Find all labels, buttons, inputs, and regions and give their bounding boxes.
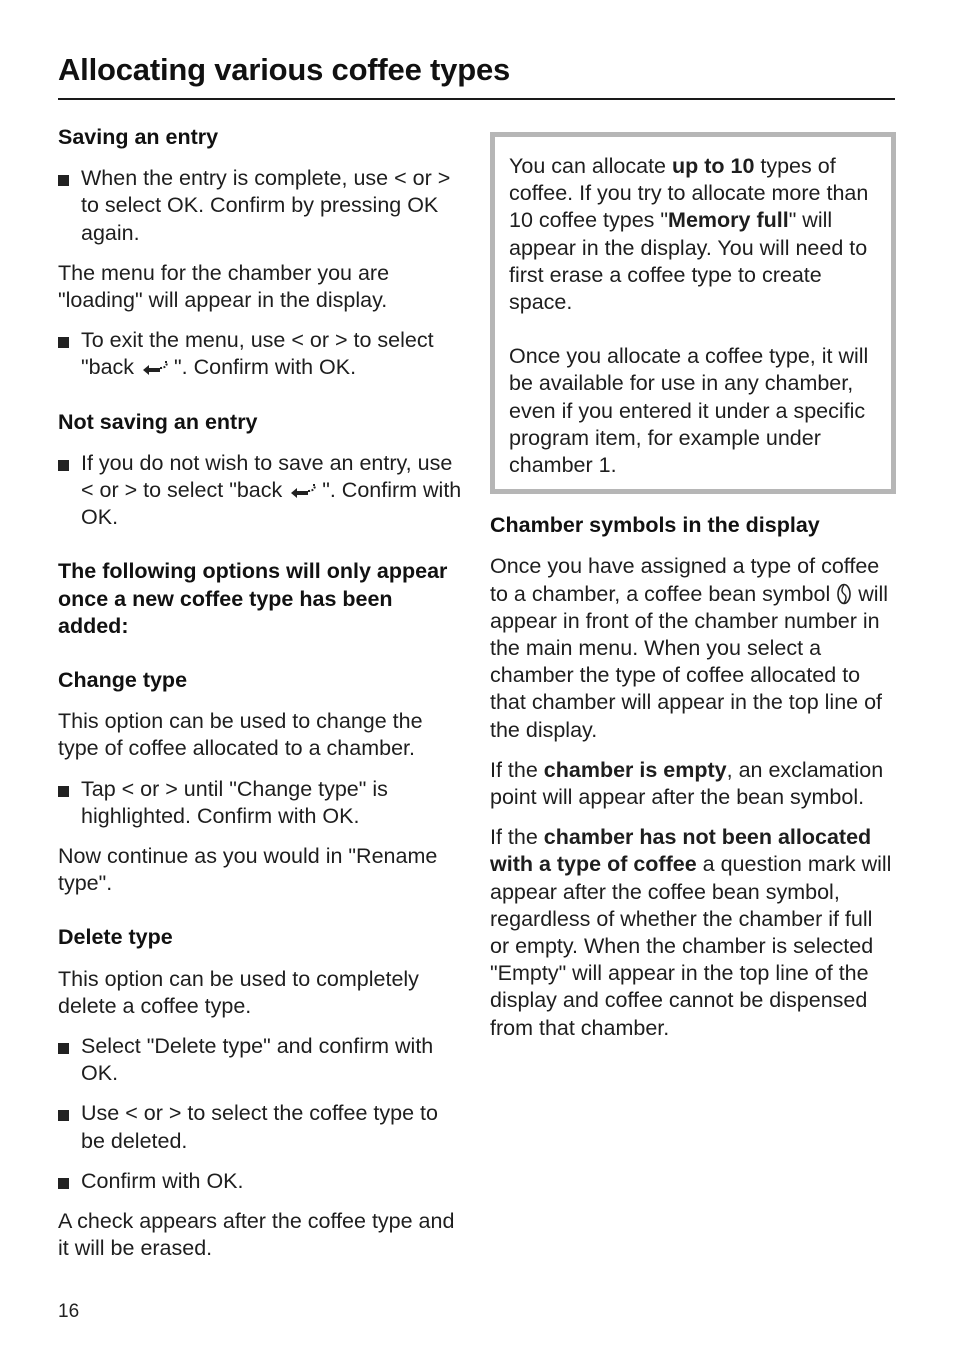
delete-type-paragraph-2: A check appears after the coffee type and it will be erased. <box>58 1209 455 1261</box>
symbols-text: Once you have assigned a type of coffee to a chamber, a coffee bean symbol <box>490 554 880 606</box>
notsaving-bullet <box>58 450 463 532</box>
change-type-bullet-text: Tap < or > until "Change type" is highlighted. Confirm with OK. <box>81 776 388 828</box>
delete-bullet-text: Use < or > to select the coffee type to be deleted. <box>81 1101 438 1153</box>
change-type-bullet <box>58 776 463 830</box>
note-text: " will appear in the display. You will need to first erase a coffee type to create space. <box>509 208 868 315</box>
notallocated-text: If the <box>490 825 544 850</box>
delete-bullet-3 <box>58 1168 463 1195</box>
empty-paragraph <box>490 757 896 811</box>
note-paragraph-2: Once you allocate a coffee type, it will be available for use in any chamber, even if you entered it under a specific program item, for example under chamber 1. <box>509 344 869 478</box>
saving-paragraph: The menu for the chamber you are "loading" will appear in the display. <box>58 260 390 313</box>
note-emphasis: up to 10 <box>671 154 755 178</box>
change-type-heading: Change type <box>58 668 188 693</box>
exit-bullet-text-b: ". Confirm with OK. <box>174 355 357 380</box>
change-type-paragraph-2: Now continue as you would in "Rename type". <box>58 844 438 896</box>
symbols-paragraph <box>490 553 896 743</box>
right-column <box>490 132 896 1042</box>
delete-bullet-text: Confirm with OK. <box>81 1168 244 1193</box>
delete-bullet-1 <box>58 1033 463 1087</box>
title-rule <box>58 98 895 100</box>
back-arrow-icon <box>288 481 322 499</box>
change-type-paragraph: This option can be used to change the type of coffee allocated to a chamber. <box>58 709 423 761</box>
empty-text: , an exclamation point will appear after the bean symbol. <box>490 757 884 810</box>
note-text: types of coffee. If you try to allocate more than 10 coffee types " <box>509 154 869 233</box>
empty-emphasis: chamber is empty <box>543 757 727 782</box>
notsaving-heading: Not saving an entry <box>58 409 258 434</box>
page-number: 16 <box>58 1301 80 1322</box>
notallocated-text: a question mark will appear after the coffee bean symbol, regardless of whether the chamber if full or empty. When the chamber is selected "Empty" will appear in the top line of the display and coffee cannot be dispensed from that chamber. <box>490 852 892 1040</box>
options-heading: The following options will only appear once a new coffee type has been added: <box>58 559 448 638</box>
notsaving-bullet-text-a: If you do not wish to save an entry, use < or > to select "back <box>81 450 453 503</box>
exit-bullet <box>58 327 463 381</box>
saving-heading: Saving an entry <box>58 125 219 149</box>
note-text: You can allocate <box>509 154 672 178</box>
delete-type-heading: Delete type <box>58 925 173 950</box>
notallocated-emphasis: chamber has not been allocated with a type of coffee <box>490 825 872 877</box>
saving-bullet <box>58 165 463 247</box>
symbols-text: will appear in front of the chamber number in the main menu. When you select a chamber the type of coffee allocated to that chamber will appear in the top line of the display. <box>490 581 889 742</box>
note-emphasis: Memory full <box>668 208 789 233</box>
saving-bullet-text: When the entry is complete, use < or > to select OK. Confirm by pressing OK again. <box>81 166 451 245</box>
delete-bullet-text: Select "Delete type" and confirm with OK. <box>81 1034 434 1086</box>
coffee-bean-icon <box>836 583 852 605</box>
empty-text: If the <box>490 757 544 782</box>
delete-bullet-2 <box>58 1100 463 1154</box>
back-arrow-icon <box>140 358 174 376</box>
page-title: Allocating various coffee types <box>58 52 511 87</box>
note-paragraph-1 <box>509 153 877 316</box>
notsaving-bullet-text-b: ". Confirm with OK. <box>81 478 462 530</box>
notallocated-paragraph <box>490 824 896 1042</box>
note-box <box>490 132 896 494</box>
exit-bullet-text-a: To exit the menu, use < or > to select "back <box>81 328 434 380</box>
symbols-heading: Chamber symbols in the display <box>490 513 820 538</box>
delete-type-paragraph: This option can be used to completely delete a coffee type. <box>58 966 419 1018</box>
left-column <box>58 124 463 1263</box>
